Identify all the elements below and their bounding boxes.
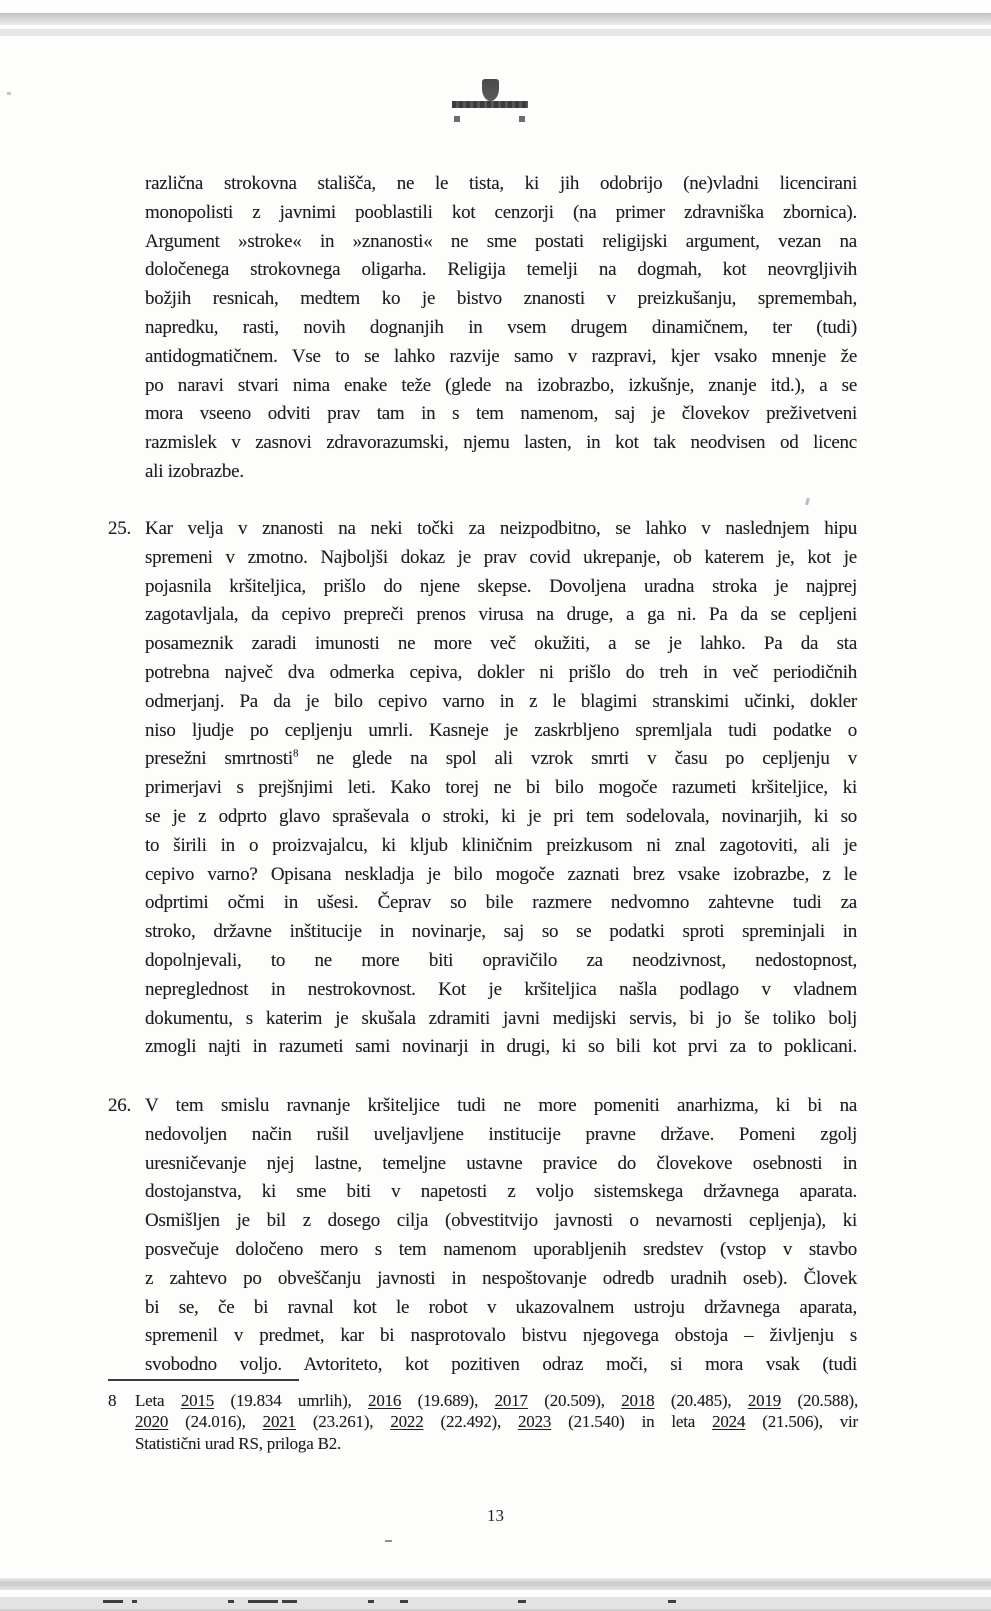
- page-number: 13: [487, 1506, 504, 1525]
- scan-edge-band-top-secondary: [0, 29, 991, 36]
- text-line: dopolnjevali, to ne more biti opravičilo za neodzivnost, nedostopnost,: [145, 949, 857, 971]
- text-line: [145, 745, 857, 774]
- scan-artifact-dash: [248, 1600, 278, 1603]
- paragraph-lines: [145, 515, 857, 1062]
- text-segment: 2018: [621, 1391, 655, 1410]
- footnote-divider: [108, 1379, 299, 1381]
- paragraph-number: 26.: [108, 1095, 131, 1116]
- footnote-marker: 8: [108, 1391, 117, 1410]
- text-line: zmogli najti in razumeti sami novinarji in drugi, ki so bili kot prvi za to poklicani.: [145, 1036, 857, 1058]
- text-line: dostojanstva, ki sme biti v napetosti z voljo sistemskega državnega aparata.: [145, 1181, 857, 1203]
- text-segment: 2023: [517, 1412, 552, 1432]
- text-line: z zahtevo po obveščanju javnosti in nespoštovanje odredb uradnih oseb). Človek: [145, 1267, 857, 1289]
- text-line: niso ljudje po cepljenju umrli. Kasneje je zaskrbljeno spremljala tudi podatke o: [145, 719, 857, 741]
- text-line: zagotavljala, da cepivo prepreči prenos virusa na druge, a ga ni. Pa da se cepljeni: [145, 604, 857, 626]
- text-segment: 2021: [262, 1412, 296, 1432]
- text-segment: 2016: [368, 1391, 402, 1410]
- paragraph-lines: [145, 1092, 857, 1380]
- coat-of-arms-icon: [452, 79, 528, 123]
- text-segment: 2019: [747, 1391, 782, 1410]
- text-segment: 2015: [180, 1391, 215, 1410]
- scan-speck: [7, 92, 11, 95]
- text-line: primerjavi s prejšnjimi leti. Kako torej ne bi bilo mogoče razumeti kršiteljice, ki: [145, 777, 857, 799]
- scan-artifact-dash: [368, 1600, 374, 1603]
- paragraph: [108, 515, 860, 1062]
- footnote-line: Statistični urad RS, priloga B2.: [135, 1433, 342, 1453]
- text-segment: (19.834 umrlih),: [214, 1391, 369, 1410]
- text-line: mora vseeno odviti prav tam in s tem namenom, saj je človekov preživetveni: [145, 403, 857, 425]
- footnote-line: [135, 1411, 858, 1432]
- text-line: antidogmatičnem. Vse to se lahko razvije samo v razpravi, kjer vsako mnenje že: [145, 345, 857, 367]
- text-segment: (21.506), vir: [745, 1412, 858, 1432]
- text-line: V tem smislu ravnanje kršiteljice tudi ne more pomeniti anarhizma, ki bi na: [145, 1095, 857, 1116]
- text-line: po naravi stvari nima enake teže (glede na izobrazbo, izkušnje, znanje itd.), a se: [145, 374, 857, 396]
- text-line: Argument »stroke« in »znanosti« ne sme postati religijski argument, vezan na: [145, 230, 857, 252]
- text-line: Osmišljen je bil z dosego cilja (obvestitvijo javnosti o nevarnosti cepljenja), ki: [145, 1210, 857, 1232]
- text-segment: ne glede na spol ali vzrok smrti v času po cepljenju v: [298, 748, 858, 770]
- scan-edge-band-bottom: [0, 1578, 991, 1590]
- text-line: Kar velja v znanosti na neki točki za neizpodbitno, se lahko v naslednjem hipu: [145, 518, 857, 539]
- text-line: božjih resnicah, medtem ko je bistvo znanosti v preizkušanju, spremembah,: [145, 288, 857, 310]
- scan-artifact-dash: [282, 1600, 297, 1603]
- text-line: se je z odprto glavo spraševala o stroki, ki je pri tem sodelovala, novinarjih, ki so: [145, 805, 857, 827]
- text-segment: (21.540) in leta: [551, 1412, 713, 1432]
- text-segment: (23.261),: [295, 1412, 391, 1432]
- paragraph: [108, 170, 860, 487]
- scan-artifact-dash: [400, 1600, 408, 1603]
- text-line: nedovoljen način rušil uveljavljene institucije pravne države. Pomeni zgolj: [145, 1123, 857, 1145]
- text-line: svobodno voljo. Avtoriteto, kot pozitiven odraz moči, si mora vsak (tudi: [145, 1354, 857, 1376]
- text-line: spremeni v zmotno. Najboljši dokaz je prav covid ukrepanje, ob katerem je, kot je: [145, 546, 857, 568]
- scan-speck: [385, 1540, 392, 1542]
- scan-artifact-dash: [103, 1600, 123, 1603]
- text-line: različna strokovna stališča, ne le tista, ki jih odobrijo (ne)vladni licencirani: [145, 173, 857, 194]
- text-line: določenega strokovnega oligarha. Religija temelji na dogmah, kot neovrgljivih: [145, 259, 857, 281]
- paragraph-lines: [145, 170, 857, 487]
- paragraph: [108, 1092, 860, 1380]
- text-segment: (20.509),: [527, 1391, 622, 1410]
- scan-artifact-dash: [228, 1600, 234, 1603]
- footnote-line: [135, 1390, 858, 1411]
- emblem-dot-left: [454, 116, 460, 122]
- footnote: [108, 1390, 860, 1454]
- scan-artifact-dash: [668, 1600, 676, 1603]
- text-segment: 2022: [390, 1412, 424, 1432]
- footnote-ref-superscript: 8: [292, 748, 299, 761]
- text-segment: (22.492),: [423, 1412, 518, 1432]
- emblem-bar: [452, 101, 528, 108]
- text-segment: (24.016),: [168, 1412, 263, 1432]
- text-line: odmerjanj. Pa da je bilo cepivo varno in z le blagimi stranskimi učinki, dokler: [145, 690, 857, 712]
- text-segment: Leta: [135, 1391, 181, 1410]
- text-line: uresničevanje njej lastne, temeljne ustavne pravice do človekove osebnosti in: [145, 1152, 857, 1174]
- paragraph-number: [108, 170, 145, 487]
- text-line: ali izobrazbe.: [145, 460, 244, 482]
- text-line: to širili in o proizvajalcu, ki kljub kliničnim preizkusom ni znal zagotoviti, ali je: [145, 834, 857, 856]
- text-line: napredku, rasti, novih dognanjih in vsem drugem dinamičnem, ter (tudi): [145, 316, 857, 338]
- text-line: posameznik zaradi imunosti ne more več okužiti, a se je lahko. Pa da sta: [145, 633, 857, 655]
- text-segment: 2024: [712, 1412, 746, 1432]
- scan-artifact-dash: [132, 1600, 137, 1603]
- text-line: dokumentu, s katerim je skušala zdramiti javni medijski servis, bi jo še toliko bolj: [145, 1007, 857, 1029]
- text-line: nepreglednost in nestrokovnost. Kot je kršiteljica našla podlago v vladnem: [145, 978, 857, 1000]
- text-line: monopolisti z javnimi pooblastili kot cenzorji (na primer zdravniška zbornica).: [145, 201, 857, 223]
- emblem-shield: [482, 79, 499, 101]
- scan-edge-band-top: [0, 13, 991, 25]
- text-line: razmislek v zasnovi zdravorazumski, njemu lasten, in kot tak neodvisen od licenc: [145, 432, 857, 454]
- paragraph-number: 25.: [108, 518, 131, 539]
- scan-artifact-dash: [518, 1600, 526, 1603]
- footnote-lines: [135, 1390, 858, 1454]
- scan-speck: [805, 498, 810, 506]
- text-line: pojasnila kršiteljica, prišlo do njene skepse. Dovoljena uradna stroka je najprej: [145, 575, 857, 597]
- text-line: bi se, če bi ravnal kot le robot v ukazovalnem ustroju državnega aparata,: [145, 1296, 857, 1318]
- text-segment: (19.689),: [401, 1391, 495, 1410]
- text-segment: presežni smrtnosti: [145, 748, 293, 770]
- text-line: potrebna največ dva odmerka cepiva, dokler ni prišlo do treh in več periodičnih: [145, 661, 857, 683]
- text-line: spremenil v predmet, kar bi nasprotovalo bistvu njegovega obstoja – življenju s: [145, 1325, 857, 1347]
- text-segment: (20.485),: [654, 1391, 748, 1410]
- text-segment: (20.588),: [781, 1391, 859, 1410]
- emblem-dot-right: [519, 116, 525, 122]
- text-line: stroko, državne inštitucije in novinarje, saj so se podatki sproti spreminjali in: [145, 921, 857, 943]
- text-segment: 2020: [135, 1412, 169, 1432]
- text-line: posvečuje določeno mero s tem namenom uporabljenih sredstev (vstop v stavbo: [145, 1238, 857, 1260]
- text-line: odprtimi očmi in ušesi. Čeprav so bile razmere nedvomno zahtevne tudi za: [145, 892, 857, 914]
- text-line: cepivo varno? Opisana neskladja je bilo mogoče zaznati brez vsake izobrazbe, z le: [145, 863, 857, 885]
- text-segment: 2017: [494, 1391, 528, 1410]
